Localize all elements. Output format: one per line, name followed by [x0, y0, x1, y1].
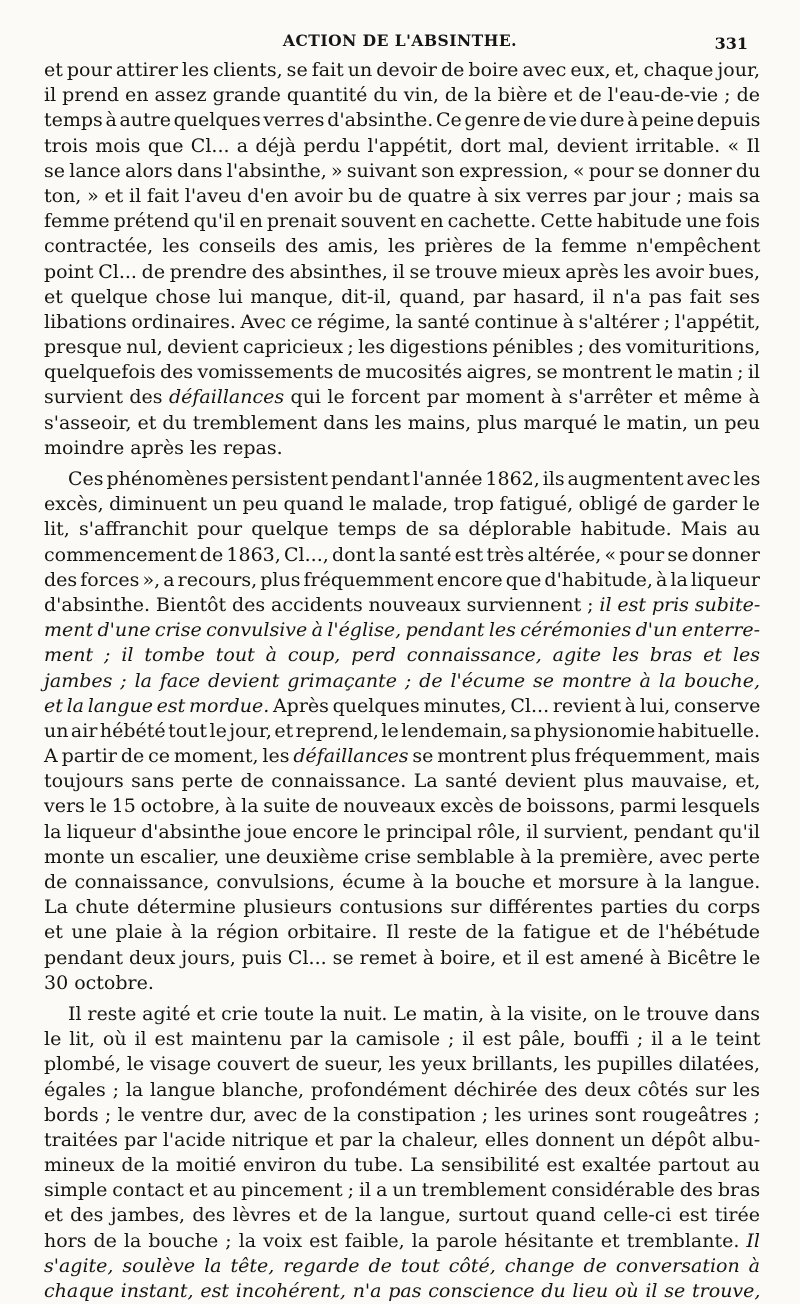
paragraph-3: [44, 1002, 760, 1304]
text-line: contractée, les conseils des amis, les prières de la femme n'empêchent: [44, 235, 761, 258]
text-run: Après quelques minutes, Cl... revient à lui, conserve: [269, 694, 761, 717]
text-run: se montrent plus fréquemment, mais: [408, 745, 760, 768]
text-line: [44, 385, 760, 410]
text-run: A partir de ce moment, les: [44, 745, 294, 768]
text-line: simple contact et au pincement ; il a un tremblement considérable des bras: [44, 1179, 761, 1202]
page-number: 331: [714, 34, 748, 53]
text-line: et pour attirer les clients, se fait un devoir de boire avec eux, et, chaque jour,: [44, 59, 760, 81]
text-line: plombé, le visage couvert de sueur, les yeux brillants, les pupilles dilatées,: [44, 1053, 760, 1076]
text-line: libations ordinaires. Avec ce régime, la santé continue à s'altérer ; l'appétit,: [44, 310, 761, 333]
text-line: moindre après les repas.: [44, 436, 283, 459]
italic-run: ment d'une crise convulsive à l'église, pendant les cérémonies d'un enterre-: [44, 619, 760, 642]
text-line: la liqueur d'absinthe joue encore le principal rôle, il survient, pendant qu'il: [44, 820, 760, 843]
italic-run: et la langue est mordue.: [44, 694, 270, 717]
text-line: bords ; le ventre dur, avec de la constipation ; les urines sont rougeâtres ;: [44, 1103, 760, 1126]
text-line: Ces phénomènes persistent pendant l'année 1862, ils augmentent avec les: [68, 468, 761, 490]
text-line: commencement de 1863, Cl..., dont la santé est très altérée, « pour se donner: [44, 543, 760, 566]
italic-run: il est pris subite-: [599, 593, 761, 616]
text-line: et des jambes, des lèvres et de la langue, surtout quand celle-ci est tirée: [44, 1204, 760, 1227]
text-run: qui le forcent par moment à s'arrêter et même à: [284, 386, 760, 409]
italic-run: chaque instant, est incohérent, n'a pas conscience du lieu où il se trouve,: [44, 1280, 761, 1302]
text-line: des forces », a recours, plus fréquemment encore que d'habitude, à la liqueur: [44, 568, 760, 591]
text-line: presque nul, devient capricieux ; les digestions pénibles ; des vomituritions,: [44, 336, 761, 359]
text-line: le lit, où il est maintenu par la camisole ; il est pâle, bouffi ; il a le teint: [44, 1028, 761, 1051]
text-line: traitées par l'acide nitrique et par la chaleur, elles donnent un dépôt albu-: [44, 1128, 761, 1151]
text-line: [44, 669, 760, 694]
text-line: trois mois que Cl... a déjà perdu l'appétit, dort mal, devient irritable. « Il: [44, 134, 760, 157]
text-line: 30 octobre.: [44, 971, 154, 994]
italic-run: défaillances: [293, 745, 409, 768]
text-line: [44, 618, 760, 643]
text-line: lit, s'affranchit pour quelque temps de sa déplorable habitude. Mais au: [44, 518, 761, 541]
running-title: ACTION DE L'ABSINTHE.: [282, 31, 518, 50]
italic-run: Il: [746, 1229, 760, 1252]
text-line: monte un escalier, une deuxième crise semblable à la première, avec perte: [44, 845, 760, 868]
text-line: il prend en assez grande quantité du vin, de la bière et de l'eau-de-vie ; de: [44, 84, 760, 107]
text-line: égales ; la langue blanche, profondément déchirée des deux côtés sur les: [44, 1078, 760, 1101]
text-run: survient des: [44, 386, 169, 409]
paragraph-2: [44, 467, 760, 996]
italic-run: ment ; il tombe tout à coup, perd connaissance, agite les bras et les: [44, 644, 760, 667]
text-line: excès, diminuent un peu quand le malade, trop fatigué, obligé de garder le: [44, 493, 760, 516]
text-line: mineux de la moitié environ du tube. La sensibilité est exaltée partout au: [44, 1154, 760, 1177]
text-line: s'asseoir, et du tremblement dans les mains, plus marqué le matin, un peu: [44, 411, 761, 434]
paragraph-1: [44, 58, 760, 461]
italic-run: défaillances: [168, 386, 285, 409]
italic-run: jambes ; la face devient grimaçante ; de l'écume se montre à la bouche,: [44, 669, 760, 692]
text-line: [44, 593, 760, 618]
text-run: hors de la bouche ; la voix est faible, la parole hésitante et tremblante.: [44, 1229, 747, 1252]
text-line: de connaissance, convulsions, écume à la bouche et morsure à la langue.: [44, 871, 761, 893]
text-line: un air hébété tout le jour, et reprend, le lendemain, sa physionomie habituelle.: [44, 719, 761, 742]
text-line: [44, 744, 760, 769]
text-line: toujours sans perte de connaissance. La santé devient plus mauvaise, et,: [44, 770, 761, 793]
text-line: La chute détermine plusieurs contusions sur différentes parties du corps: [44, 896, 761, 919]
text-line: et une plaie à la région orbitaire. Il reste de la fatigue et de l'hébétude: [44, 921, 760, 944]
text-line: pendant deux jours, puis Cl... se remet à boire, et il est amené à Bicêtre le: [44, 946, 761, 969]
text-line: se lance alors dans l'absinthe, » suivant son expression, « pour se donner du: [44, 159, 761, 182]
text-run: d'absinthe. Bientôt des accidents nouveaux surviennent ;: [44, 593, 600, 616]
italic-run: s'agite, soulève la tête, regarde de tout côté, change de conversation à: [44, 1254, 760, 1277]
text-line: [44, 1279, 760, 1304]
text-line: ton, » et il fait l'aveu d'en avoir bu de quatre à six verres par jour ; mais sa: [44, 184, 760, 207]
text-line: et quelque chose lui manque, dit-il, quand, par hasard, il n'a pas fait ses: [44, 285, 760, 308]
running-header: [0, 22, 800, 52]
text-line: [44, 643, 760, 668]
text-line: [44, 694, 760, 719]
text-line: quelquefois des vomissements de mucosités aigres, se montrent le matin ; il: [44, 361, 760, 384]
text-line: vers le 15 octobre, à la suite de nouveaux excès de boissons, parmi lesquels: [44, 795, 760, 818]
text-line: femme prétend qu'il en prenait souvent en cachette. Cette habitude une fois: [44, 210, 760, 233]
text-line: [44, 1229, 760, 1254]
text-line: temps à autre quelques verres d'absinthe. Ce genre de vie dure à peine depuis: [44, 109, 761, 132]
text-line: point Cl... de prendre des absinthes, il se trouve mieux après les avoir bues,: [44, 260, 760, 283]
body-text: [44, 58, 760, 1304]
text-line: Il reste agité et crie toute la nuit. Le matin, à la visite, on le trouve dans: [68, 1002, 760, 1025]
text-line: [44, 1254, 760, 1279]
